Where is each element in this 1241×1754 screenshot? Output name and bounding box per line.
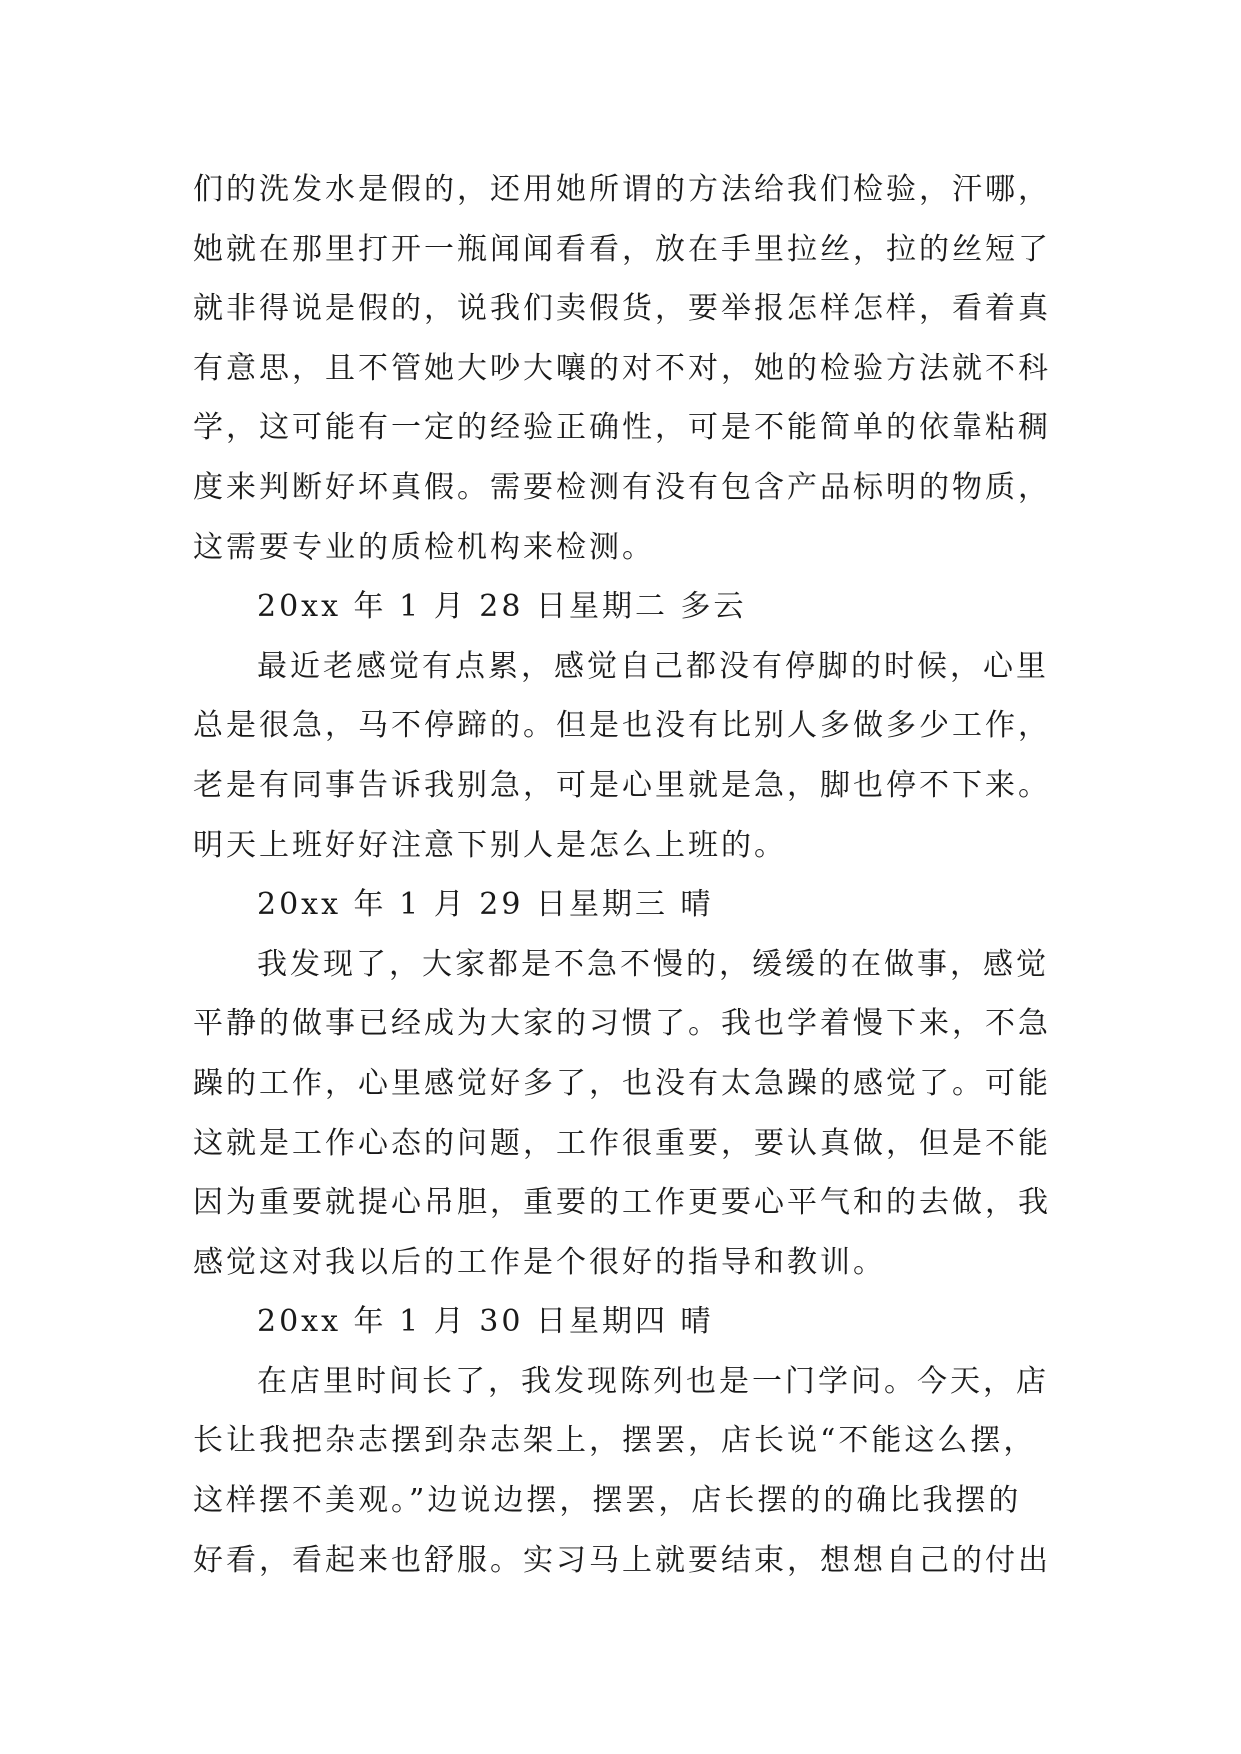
text-line: 明天上班好好注意下别人是怎么上班的。 — [193, 827, 787, 863]
text-line: 好看，看起来也舒服。实习马上就要结束，想想自己的付出 — [193, 1542, 1051, 1578]
text-line: 最近老感觉有点累，感觉自己都没有停脚的时候，心里 — [257, 648, 1049, 684]
text-line: 总是很急，马不停蹄的。但是也没有比别人多做多少工作， — [193, 708, 1051, 744]
text-line: 感觉这对我以后的工作是个很好的指导和教训。 — [193, 1244, 886, 1280]
text-line: 躁的工作，心里感觉好多了，也没有太急躁的感觉了。可能 — [193, 1065, 1051, 1101]
text-line: 20xx 年 1 月 30 日星期四 晴 — [257, 1304, 714, 1340]
text-line: 我发现了，大家都是不急不慢的，缓缓的在做事，感觉 — [257, 946, 1049, 982]
text-line: 因为重要就提心吊胆，重要的工作更要心平气和的去做，我 — [193, 1185, 1051, 1221]
text-line: 就非得说是假的，说我们卖假货，要举报怎样怎样，看着真 — [193, 291, 1051, 327]
text-line: 在店里时间长了，我发现陈列也是一门学问。今天，店 — [257, 1363, 1049, 1399]
text-line: 这需要专业的质检机构来检测。 — [193, 529, 655, 565]
text-line: 老是有同事告诉我别急，可是心里就是急，脚也停不下来。 — [193, 767, 1051, 803]
text-line: 平静的做事已经成为大家的习惯了。我也学着慢下来，不急 — [193, 1006, 1051, 1042]
text-line: 她就在那里打开一瓶闻闻看看，放在手里拉丝，拉的丝短了 — [193, 231, 1051, 267]
text-line: 20xx 年 1 月 28 日星期二 多云 — [257, 589, 747, 625]
text-line: 学，这可能有一定的经验正确性，可是不能简单的依靠粘稠 — [193, 410, 1051, 446]
text-line: 度来判断好坏真假。需要检测有没有包含产品标明的物质， — [193, 469, 1051, 505]
text-line: 长让我把杂志摆到杂志架上，摆罢，店长说“不能这么摆， — [193, 1423, 1037, 1459]
document-body — [193, 160, 1073, 1590]
text-line: 这样摆不美观。”边说边摆，摆罢，店长摆的的确比我摆的 — [193, 1483, 1022, 1519]
text-line: 这就是工作心态的问题，工作很重要，要认真做，但是不能 — [193, 1125, 1051, 1161]
text-line: 有意思，且不管她大吵大嚷的对不对，她的检验方法就不科 — [193, 350, 1051, 386]
text-line: 20xx 年 1 月 29 日星期三 晴 — [257, 887, 714, 923]
text-line: 们的洗发水是假的，还用她所谓的方法给我们检验，汗哪， — [193, 172, 1051, 207]
